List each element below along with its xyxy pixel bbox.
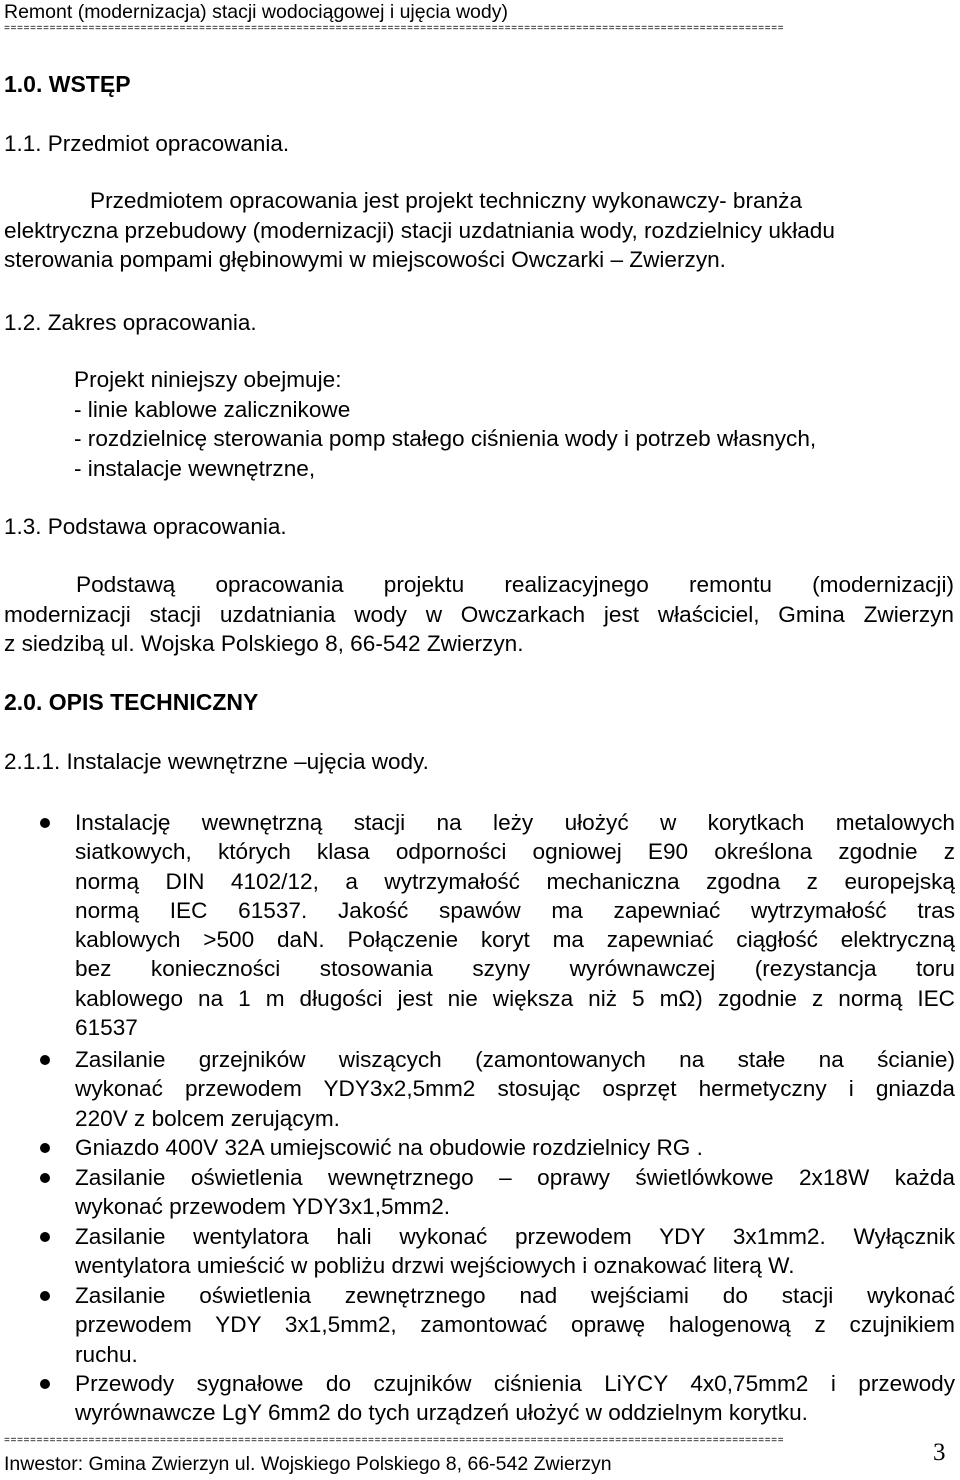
heading-1-3: 1.3. Podstawa opracowania. — [4, 514, 287, 539]
list-item-text — [75, 1163, 955, 1222]
list-item-text — [75, 1045, 955, 1133]
list-item-line: wyrównawcze LgY 6mm2 do tych urządzeń ułożyć w oddzielnym korytku. — [75, 1400, 808, 1426]
scope-item: - linie kablowe zalicznikowe — [74, 396, 351, 422]
bullet-icon — [40, 1055, 50, 1065]
running-header-title: Remont (modernizacja) stacji wodociągowej i ujęcia wody) — [4, 1, 508, 23]
footer-investor: Inwestor: Gmina Zwierzyn ul. Wojskiego Polskiego 8, 66-542 Zwierzyn — [4, 1453, 612, 1475]
list-item-line: Zasilanie grzejników wiszących (zamontowanych na stałe na ścianie) — [75, 1047, 955, 1072]
list-item-line: przewodem YDY 3x1,5mm2, zamontować oprawę halogenową z czujnikiem — [75, 1312, 955, 1338]
bullet-icon — [40, 1232, 50, 1242]
list-item-line: normą IEC 61537. Jakość spawów ma zapewniać wytrzymałość tras — [75, 897, 955, 923]
list-item-line: Zasilanie oświetlenia wewnętrznego – oprawy świetlówkowe 2x18W każda — [75, 1165, 955, 1190]
bullet-icon — [40, 818, 50, 828]
bullet-icon — [40, 1379, 50, 1389]
paragraph-line: z siedzibą ul. Wojska Polskiego 8, 66-542 Zwierzyn. — [4, 631, 524, 656]
paragraph-line-text: modernizacji stacji uzdatniania wody w Owczarkach jest właściciel, Gmina Zwierzyn — [4, 601, 954, 627]
list-item-text — [75, 808, 955, 1042]
scope-item: - rozdzielnicę sterowania pomp stałego ciśnienia wody i potrzeb własnych, — [74, 426, 817, 451]
list-item-line: Przewody sygnałowe do czujników ciśnienia LiYCY 4x0,75mm2 i przewody — [75, 1371, 955, 1396]
list-item-line: 220V z bolcem zerującym. — [75, 1105, 340, 1131]
heading-2-0: 2.0. OPIS TECHNICZNY — [4, 689, 259, 715]
list-item-text — [75, 1281, 955, 1369]
scope-list — [74, 365, 816, 483]
list-item-line: normą DIN 4102/12, a wytrzymałość mechaniczna zgodna z europejską — [75, 868, 955, 894]
bullet-icon — [40, 1143, 50, 1153]
paragraph-line — [4, 570, 954, 600]
list-item-text — [75, 1222, 955, 1281]
list-item-text — [75, 1369, 955, 1428]
list-item-line: siatkowych, których klasa odporności ogniowej E90 określona zgodnie z — [75, 839, 955, 865]
scope-intro: Projekt niniejszy obejmuje: — [74, 367, 342, 392]
list-item-line: Zasilanie wentylatora hali wykonać przewodem YDY 3x1mm2. Wyłącznik — [75, 1224, 955, 1249]
bullet-icon — [40, 1291, 50, 1301]
list-item-line: wykonać przewodem YDY3x1,5mm2. — [75, 1194, 451, 1220]
list-item-line: bez konieczności stosowania szyny wyrównawczej (rezystancja toru — [75, 956, 955, 982]
list-item-line: wykonać przewodem YDY3x2,5mm2 stosując osprzęt hermetyczny i gniazda — [75, 1076, 955, 1102]
list-item-text — [75, 1133, 955, 1162]
header-rule: ======================================================================================================================== — [4, 24, 785, 35]
footer-rule: ======================================================================================================================== — [4, 1436, 785, 1447]
bullet-icon — [40, 1173, 50, 1183]
list-item-line: Zasilanie oświetlenia zewnętrznego nad wejściami do stacji wykonać — [75, 1283, 955, 1308]
heading-1-0: 1.0. WSTĘP — [4, 71, 131, 97]
list-item-line: kablowego na 1 m długości jest nie większa niż 5 mΩ) zgodnie z normą IEC — [75, 985, 955, 1011]
paragraph-line: sterowania pompami głębinowymi w miejscowości Owczarki – Zwierzyn. — [4, 247, 726, 272]
paragraph-line — [4, 600, 954, 630]
paragraph-1-3 — [4, 570, 954, 659]
scope-item: - instalacje wewnętrzne, — [74, 455, 316, 481]
list-item-line: Gniazdo 400V 32A umiejscowić na obudowie rozdzielnicy RG . — [75, 1135, 703, 1160]
paragraph-line-text: Przedmiotem opracowania jest projekt techniczny wykonawczy- branża — [90, 188, 803, 213]
heading-2-1-1: 2.1.1. Instalacje wewnętrzne –ujęcia wody. — [4, 749, 429, 774]
list-item-line: 61537 — [75, 1015, 138, 1041]
list-item-line: Instalację wewnętrzną stacji na leży ułożyć w korytkach metalowych — [75, 810, 955, 835]
list-item-line: ruchu. — [75, 1341, 138, 1367]
heading-1-2: 1.2. Zakres opracowania. — [4, 310, 257, 335]
page-number: 3 — [933, 1439, 946, 1466]
paragraph-1-1 — [4, 186, 954, 275]
paragraph-line: elektryczna przebudowy (modernizacji) stacji uzdatniania wody, rozdzielnicy układu — [4, 217, 835, 243]
heading-1-1: 1.1. Przedmiot opracowania. — [4, 131, 290, 156]
paragraph-line — [4, 186, 954, 216]
list-item-line: kablowych >500 daN. Połączenie koryt ma zapewniać ciągłość elektryczną — [75, 927, 955, 953]
list-item-line: wentylatora umieścić w pobliżu drzwi wejściowych i oznakować literą W. — [75, 1253, 795, 1279]
paragraph-line-text: Podstawą opracowania projektu realizacyjnego remontu (modernizacji) — [76, 572, 954, 597]
